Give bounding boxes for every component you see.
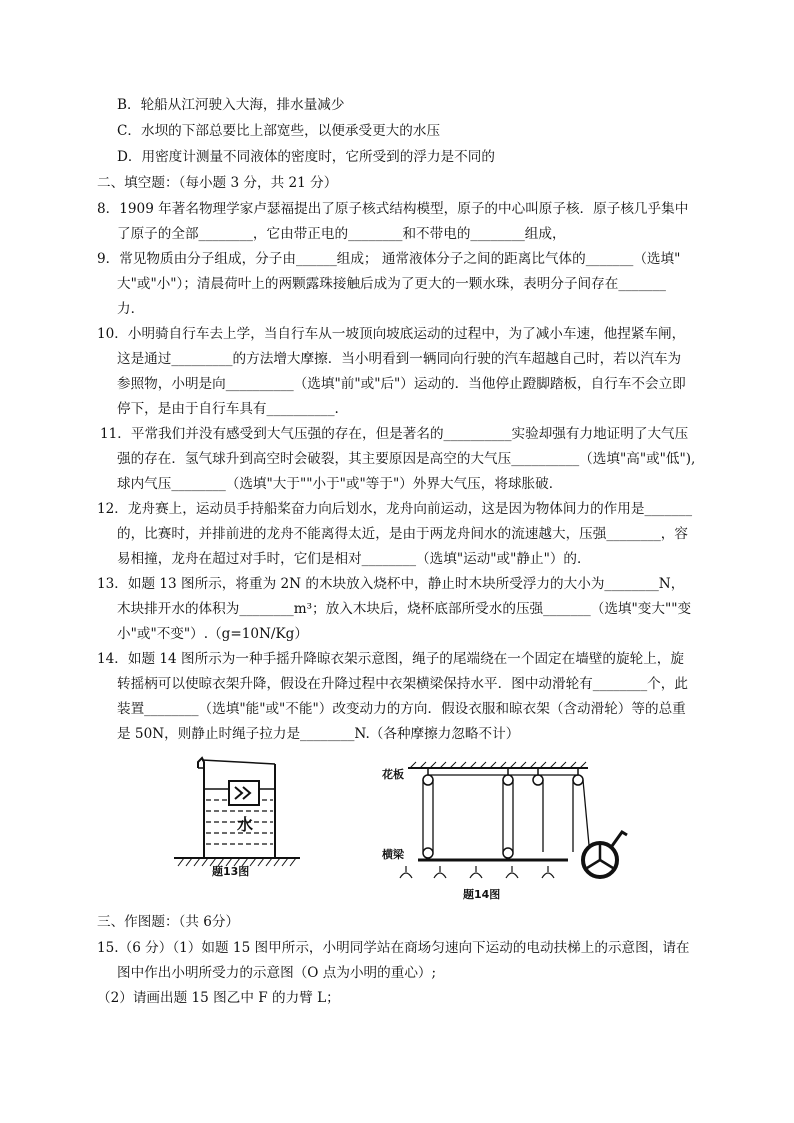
figure-13: [172, 754, 307, 879]
question-12-line-2: 的，比赛时，并排前进的龙舟不能离得太近，是由于两龙舟间水的流速越大，压强________，容: [117, 526, 688, 542]
question-14-line-1: 14．如题 14 图所示为一种手摇升降晾衣架示意图，绳子的尾端绕在一个固定在墙壁的旋轮上，旋: [97, 651, 684, 667]
question-14-line-2: 转摇柄可以使晾衣架升降，假设在升降过程中衣架横梁保持水平．图中动滑轮有________个，此: [117, 676, 688, 692]
question-11-line-3: 球内气压________（选填"大于""小于"或"等于"）外界大气压，将球胀破．: [117, 476, 563, 492]
question-15-line-1: 15.（6 分）（1）如题 15 图甲所示，小明同学站在商场匀速向下运动的电动扶梯上的示意图，请在: [97, 940, 690, 956]
question-12-line-3: 易相撞，龙舟在超过对手时，它们是相对________（选填"运动"或"静止"）的．: [117, 551, 591, 567]
question-8-line-2: 了原子的全部________，它由带正电的________和不带电的________组成，: [117, 226, 566, 242]
question-13-line-1: 13．如题 13 图所示，将重为 2N 的木块放入烧杯中，静止时木块所受浮力的大小为________N，: [97, 576, 685, 592]
section-drawing-heading: 三、作图题：（共 6分）: [97, 914, 240, 930]
question-12-line-1: 12．龙舟赛上，运动员手持船桨奋力向后划水，龙舟向前运动，这是因为物体间力的作用是_______: [97, 501, 693, 517]
option-c: C．水坝的下部总要比上部宽些，以便承受更大的水压: [117, 123, 441, 139]
ceiling-label: 花板: [382, 768, 404, 781]
question-9-line-1: 9．常见物质由分子组成，分子由______组成； 通常液体分子之间的距离比气体的_______（选填": [97, 251, 681, 267]
figure-14-caption: 题14图: [463, 888, 501, 901]
question-9-line-2: 大"或"小"）；清晨荷叶上的两颗露珠接触后成为了更大的一颗水珠，表明分子间存在_______: [117, 276, 666, 292]
question-11-line-2: 强的存在．氢气球升到高空时会破裂，其主要原因是高空的大气压__________（选填"高"或"低"),: [117, 451, 696, 467]
question-15-line-3: （2）请画出题 15 图乙中 F 的力臂 L；: [97, 990, 340, 1006]
figure-14: [378, 760, 630, 902]
question-10-line-2: 这是通过_________的方法增大摩擦．当小明看到一辆同向行驶的汽车超越自己时，若以汽车为: [117, 351, 682, 367]
question-10-line-3: 参照物，小明是向__________（选填"前"或"后"）运动的．当他停止蹬脚踏板，自行车不会立即: [117, 376, 686, 392]
question-13-line-2: 木块排开水的体积为________m³；放入木块后，烧杯底部所受水的压强_______（选填"变大""变: [117, 601, 692, 617]
question-15-line-2: 图中作出小明所受力的示意图（O 点为小明的重心）;: [117, 965, 437, 981]
question-8-line-1: 8．1909 年著名物理学家卢瑟福提出了原子核式结构模型，原子的中心叫原子核．原子核几乎集中: [97, 201, 689, 217]
water-label: 水: [237, 815, 254, 834]
question-10-line-1: 10．小明骑自行车去上学，当自行车从一坡顶向坡底运动的过程中，为了减小车速，他捏紧车闸，: [97, 326, 686, 342]
question-14-line-4: 是 50N，则静止时绳子拉力是________N.（各种摩擦力忽略不计）: [117, 726, 520, 742]
question-13-line-3: 小"或"不变"）.（g=10N/Kg）: [117, 626, 308, 642]
question-9-line-3: 力．: [117, 301, 145, 317]
option-b: B．轮船从江河驶入大海，排水量减少: [117, 97, 345, 113]
question-11-line-1: 11．平常我们并没有感受到大气压强的存在，但是著名的__________实验却强有力地证明了大气压: [100, 426, 689, 442]
figure-13-caption: 题13图: [212, 865, 250, 878]
section-fill-in-heading: 二、填空题：（每小题 3 分，共 21 分）: [97, 175, 338, 191]
question-14-line-3: 装置________（选填"能"或"不能"）改变动力的方向．假设衣服和晾衣架（含动滑轮）等的总重: [117, 701, 686, 717]
option-d: D．用密度计测量不同液体的密度时，它所受到的浮力是不同的: [117, 149, 495, 165]
beam-label: 横梁: [382, 848, 404, 861]
question-10-line-4: 停下，是由于自行车具有__________.: [117, 401, 339, 417]
